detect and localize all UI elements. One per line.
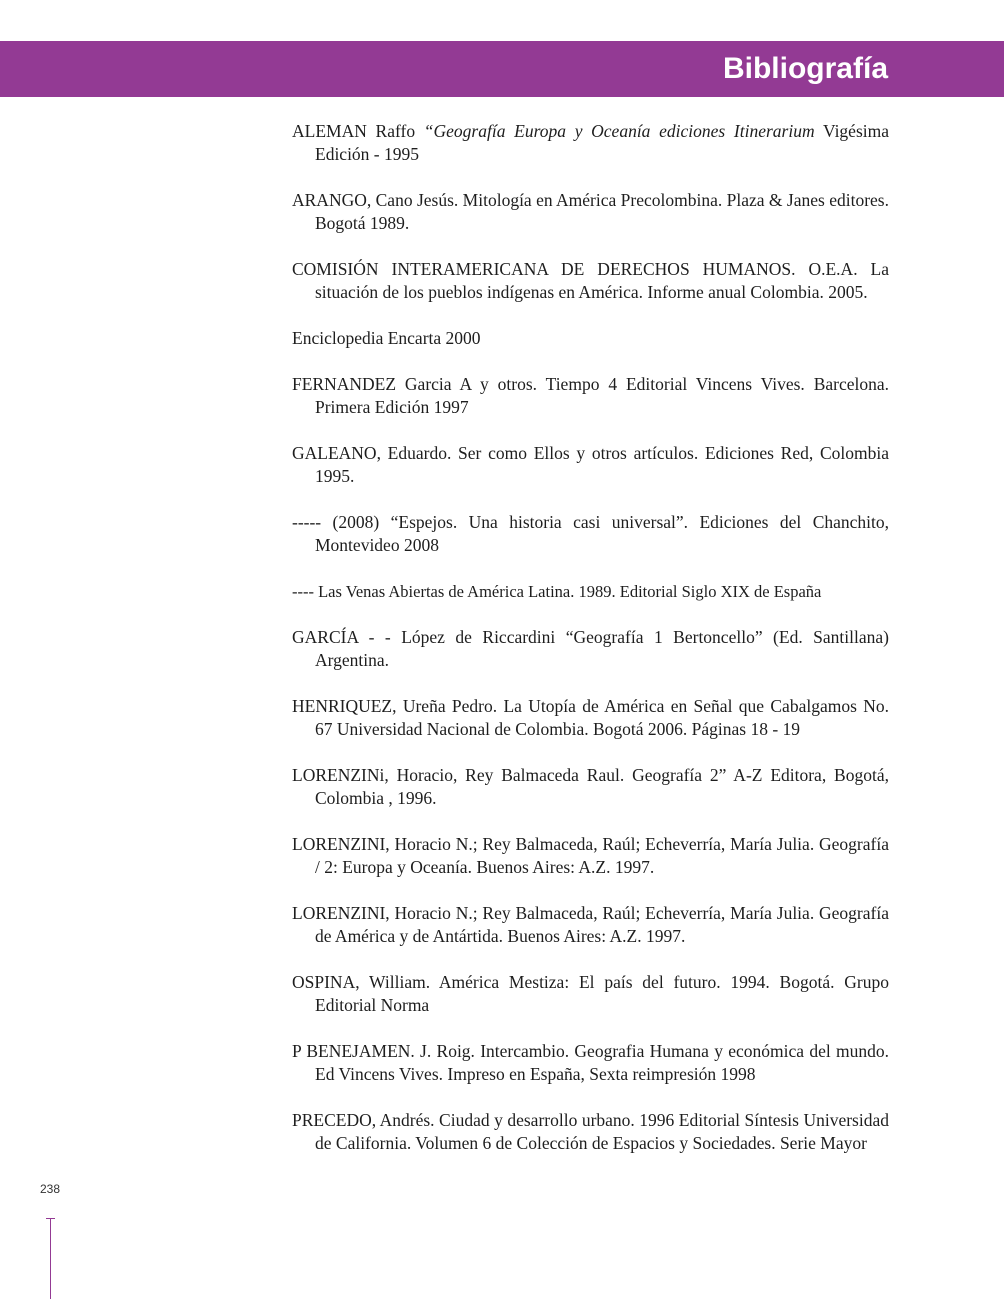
entry-title-italic: “Geografía Europa y Oceanía ediciones Itinerarium <box>423 121 815 141</box>
bibliography-entry: LORENZINi, Horacio, Rey Balmaceda Raul. Geografía 2” A-Z Editora, Bogotá, Colombia , 1996. <box>292 765 889 808</box>
bibliography-entry: OSPINA, William. América Mestiza: El país del futuro. 1994. Bogotá. Grupo Editorial Norma <box>292 972 889 1015</box>
bibliography-entry: PRECEDO, Andrés. Ciudad y desarrollo urbano. 1996 Editorial Síntesis Universidad de California. Volumen 6 de Colección de Espacios y Sociedades. Serie Mayor <box>292 1110 889 1153</box>
bibliography-entry: GARCÍA - - López de Riccardini “Geografía 1 Bertoncello” (Ed. Santillana) Argentina. <box>292 627 889 670</box>
entry-author: ALEMAN Raffo <box>292 121 424 141</box>
bibliography-entry <box>292 120 889 166</box>
bibliography-entry: FERNANDEZ Garcia A y otros. Tiempo 4 Editorial Vincens Vives. Barcelona. Primera Edición 1997 <box>292 374 889 417</box>
bibliography-entry: ARANGO, Cano Jesús. Mitología en América Precolombina. Plaza & Janes editores. Bogotá 1989. <box>292 190 889 233</box>
page-title: Bibliografía <box>722 52 888 85</box>
margin-rule <box>50 1219 51 1299</box>
entry-edition: Vigésima Edición - 1995 <box>315 121 890 164</box>
bibliography-entry: P BENEJAMEN. J. Roig. Intercambio. Geografia Humana y económica del mundo. Ed Vincens Vives. Impreso en España, Sexta reimpresión 1998 <box>292 1041 889 1084</box>
bibliography-entry: ---- Las Venas Abiertas de América Latina. 1989. Editorial Siglo XIX de España <box>292 582 822 601</box>
bibliography-entry: HENRIQUEZ, Ureña Pedro. La Utopía de América en Señal que Cabalgamos No. 67 Universidad Nacional de Colombia. Bogotá 2006. Páginas 18 - 19 <box>292 696 889 739</box>
bibliography-entry: Enciclopedia Encarta 2000 <box>292 328 481 348</box>
bibliography-entry: LORENZINI, Horacio N.; Rey Balmaceda, Raúl; Echeverría, María Julia. Geografía / 2: Europa y Oceanía. Buenos Aires: A.Z. 1997. <box>292 834 889 877</box>
page-number: 238 <box>40 1182 61 1196</box>
bibliography-list <box>292 120 889 1178</box>
bibliography-entry: GALEANO, Eduardo. Ser como Ellos y otros artículos. Ediciones Red, Colombia 1995. <box>292 443 889 486</box>
header-band <box>0 41 1004 97</box>
bibliography-entry: ----- (2008) “Espejos. Una historia casi universal”. Ediciones del Chanchito, Montevideo 2008 <box>292 512 889 555</box>
bibliography-entry: COMISIÓN INTERAMERICANA DE DERECHOS HUMANOS. O.E.A. La situación de los pueblos indígenas en América. Informe anual Colombia. 2005. <box>292 259 889 302</box>
bibliography-entry: LORENZINI, Horacio N.; Rey Balmaceda, Raúl; Echeverría, María Julia. Geografía de América y de Antártida. Buenos Aires: A.Z. 1997. <box>292 903 889 946</box>
